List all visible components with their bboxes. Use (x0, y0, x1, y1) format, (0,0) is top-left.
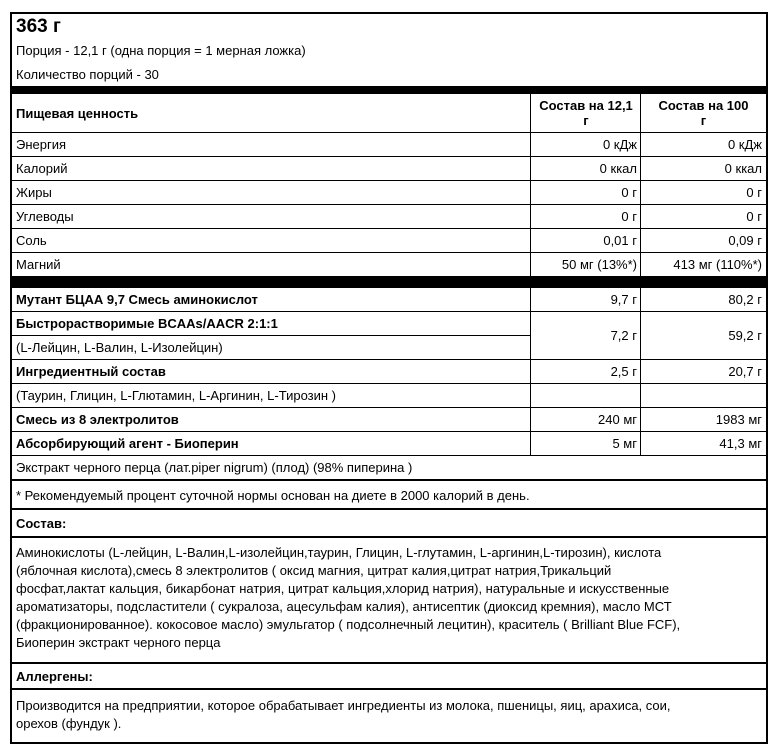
ingr-value-100g: 20,7 г (728, 364, 762, 379)
table-row-label: Энергия (16, 137, 67, 152)
mutant-value-serving: 9,7 г (610, 292, 637, 307)
bcaa-sub: (L-Лейцин, L-Валин, L-Изолейцин) (16, 340, 223, 355)
column-divider (640, 288, 641, 456)
table-row-value: 0,01 г (603, 233, 637, 248)
bcaa-label: Быстрорастворимые BCAAs/AACR 2:1:1 (16, 316, 278, 331)
composition-line: (фракционированное). кокосовое масло) эмульгатор ( подсолнечный лецитин), краситель ( Brilliant Blue FCF), (16, 617, 681, 632)
allergens-line: Производится на предприятии, которое обрабатывает ингредиенты из молока, пшеницы, яиц, арахиса, сои, (16, 698, 671, 713)
nutrition-title: Пищевая ценность (16, 105, 139, 121)
mutant-value-100g: 80,2 г (728, 292, 762, 307)
table-row-label: Жиры (16, 185, 52, 200)
table-row-value: 413 мг (110%*) (673, 257, 762, 272)
ingr-sub: (Таурин, Глицин, L-Глютамин, L-Аргинин, L-Тирозин ) (16, 388, 336, 403)
composition-line: (яблочная кислота),смесь 8 электролитов ( оксид магния, цитрат калия,цитрат натрия,Трикальций (16, 563, 612, 578)
divider (12, 536, 766, 538)
nutrition-label (10, 12, 768, 744)
composition-text (12, 544, 766, 664)
bioperin-value-serving: 5 мг (612, 436, 637, 451)
servings-count: Количество порций - 30 (16, 66, 159, 82)
bcaa-value-100g: 59,2 г (728, 328, 762, 343)
divider (12, 479, 766, 481)
table-row-value: 0,09 г (728, 233, 762, 248)
allergens-text (12, 697, 766, 737)
thick-divider (12, 86, 766, 94)
bcaa-value-serving: 7,2 г (610, 328, 637, 343)
table-row-label: Углеводы (16, 209, 74, 224)
composition-title: Состав: (16, 515, 67, 531)
col-serving-header: Состав на 12,1 г (539, 98, 633, 128)
composition-line: фосфат,лактат кальция, бикарбонат натрия, цитрат кальция,хлорид натрия), натуральные и искусственные (16, 581, 670, 596)
table-row-value: 0 кДж (602, 137, 637, 152)
serving-size: Порция - 12,1 г (одна порция = 1 мерная ложка) (16, 42, 306, 58)
ingr-value-serving: 2,5 г (610, 364, 637, 379)
divider (12, 688, 766, 690)
table-row-value: 0 г (621, 209, 637, 224)
composition-line: Аминокислоты (L-лейцин, L-Валин,L-изолейцин,таурин, Глицин, L-глутамин, L-аргинин,L-тирозин), кислота (16, 545, 662, 560)
electro-value-serving: 240 мг (598, 412, 637, 427)
table-row-label: Соль (16, 233, 47, 248)
ingr-label: Ингредиентный состав (16, 364, 166, 379)
composition-line: Биоперин экстракт черного перца (16, 635, 221, 650)
bioperin-label: Абсорбирующий агент - Биоперин (16, 436, 239, 451)
electro-label: Смесь из 8 электролитов (16, 412, 179, 427)
bioperin-value-100g: 41,3 мг (719, 436, 762, 451)
table-row-value: 50 мг (13%*) (561, 257, 637, 272)
footnote: * Рекомендуемый процент суточной нормы основан на диете в 2000 калорий в день. (16, 487, 530, 503)
table-row-value: 0 ккал (724, 161, 762, 176)
column-divider (640, 94, 641, 276)
column-divider (530, 94, 531, 276)
mutant-label: Мутант БЦАА 9,7 Смесь аминокислот (16, 292, 258, 307)
allergens-line: орехов (фундук ). (16, 716, 122, 731)
table-row-label: Магний (16, 257, 61, 272)
electro-value-100g: 1983 мг (715, 412, 762, 427)
table-row-value: 0 г (746, 185, 762, 200)
allergens-title: Аллергены: (16, 668, 93, 684)
col-100g-header: Состав на 100 г (658, 98, 749, 128)
table-row-value: 0 кДж (727, 137, 762, 152)
table-row-label: Калорий (16, 161, 68, 176)
thick-divider (12, 276, 766, 288)
net-weight: 363 г (16, 15, 61, 37)
pepper-extract: Экстракт черного перца (лат.piper nigrum) (плод) (98% пиперина ) (16, 460, 413, 475)
table-row-value: 0 г (746, 209, 762, 224)
table-row-value: 0 г (621, 185, 637, 200)
table-row-value: 0 ккал (599, 161, 637, 176)
composition-line: ароматизаторы, подсластители ( сукралоза, ацесульфам калия), антисептик (диоксид кремния), масло МСТ (16, 599, 672, 614)
column-divider (530, 288, 531, 456)
